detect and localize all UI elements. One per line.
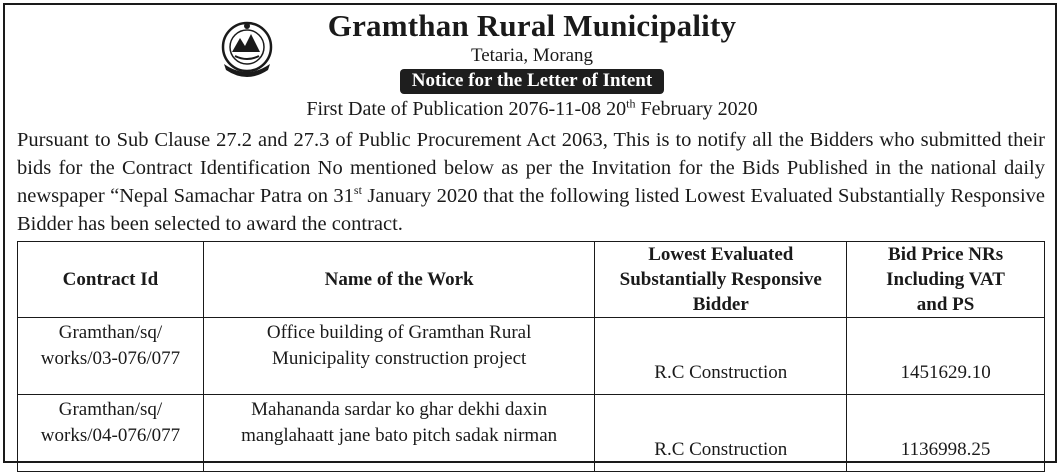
work-name-cell: Office building of Gramthan Rural Municipality construction project [203,318,595,395]
notice-paragraph: Pursuant to Sub Clause 27.2 and 27.3 of Public Procurement Act 2063, This is to notify all the Bidders who submitted their bids for the Contract Identification No mentioned below as per the Invitation for the Bids Published in the national daily newspaper “Nepal Samachar Patra on 31st January 2020 that the following listed Lowest Evaluated Substantially Responsive Bidder has been selected to award the contract. [17,129,1045,235]
notice-heading-badge: Notice for the Letter of Intent [400,69,664,94]
contract-id-cell: Gramthan/sq/ works/03-076/077 [18,318,204,395]
bidder-cell: R.C Construction [595,318,847,395]
bid-price-cell: 1136998.25 [847,395,1045,472]
table-header-row [18,242,1045,318]
bids-table [17,241,1045,472]
bid-price-cell: 1451629.10 [847,318,1045,395]
table-row [18,395,1045,472]
header-work-name: Name of the Work [203,242,595,318]
municipality-title: Gramthan Rural Municipality [327,8,737,43]
work-name-cell: Mahananda sardar ko ghar dekhi daxin manglahaatt jane bato pitch sadak nirman [203,395,595,472]
table-row [18,318,1045,395]
header-bidder: Lowest Evaluated Substantially Responsive Bidder [595,242,847,318]
contract-id-cell: Gramthan/sq/ works/04-076/077 [18,395,204,472]
header-contract-id: Contract Id [18,242,204,318]
bidder-cell: R.C Construction [595,395,847,472]
header-bid-price: Bid Price NRs Including VAT and PS [847,242,1045,318]
municipality-location: Tetaria, Morang [470,45,594,66]
publication-date: First Date of Publication 2076-11-08 20th February 2020 [306,96,758,120]
